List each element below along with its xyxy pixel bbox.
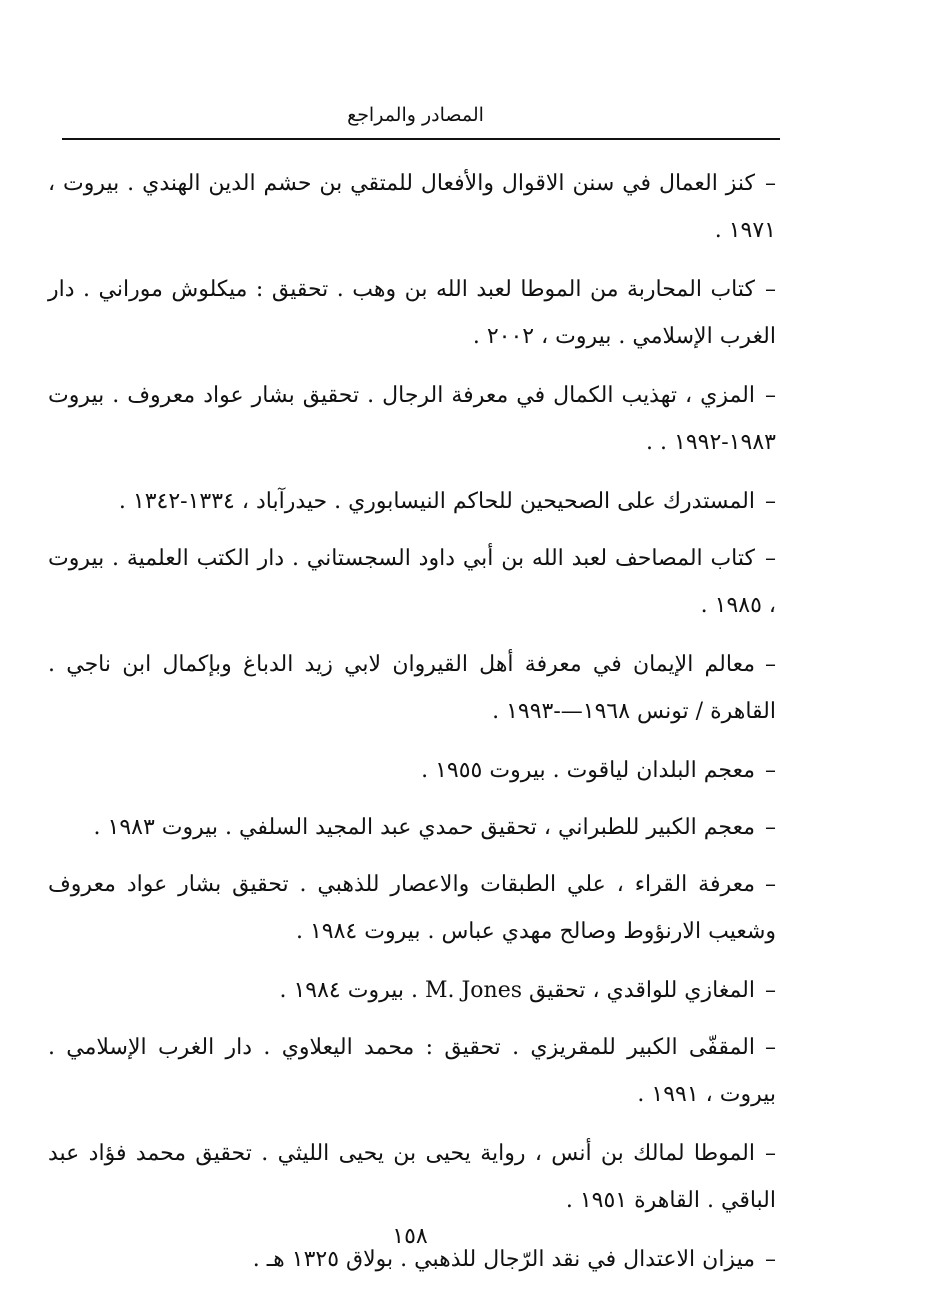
entry-text: المستدرك على الصحيحين للحاكم النيسابوري . حيدرآباد ، ١٣٣٤-١٣٤٢ . [118,489,755,514]
entry-text: كتاب المحاربة من الموطا لعبد الله بن وهب . تحقيق : ميكلوش موراني . دار الغرب الإسلامي . بيروت ، ٢٠٠٢ . [48,277,776,349]
bibliography-entry [48,535,776,629]
bibliography-entry [48,641,776,735]
entry-text: المغازي للواقدي ، تحقيق M. Jones . بيروت ١٩٨٤ . [279,978,755,1003]
entry-dash: – [765,815,776,840]
bibliography-entry [48,747,776,794]
bibliography-entry [48,372,776,466]
entry-dash: – [765,277,776,302]
entry-dash: – [765,546,776,571]
bibliography-entry [48,1024,776,1118]
entry-text: معالم الإيمان في معرفة أهل القيروان لابي زيد الدباغ وبإكمال ابن ناجي . القاهرة / تونس ١٩٦٨—-١٩٩٣ . [48,652,776,724]
entry-text: معرفة القراء ، علي الطبقات والاعصار للذهبي . تحقيق بشار عواد معروف وشعيب الارنؤوط وصالح مهدي عباس . بيروت ١٩٨٤ . [48,872,776,944]
header-rule [62,138,780,140]
entry-dash: – [765,383,776,408]
entry-text: المزي ، تهذيب الكمال في معرفة الرجال . تحقيق بشار عواد معروف . بيروت ١٩٨٣-١٩٩٢ . . [48,383,776,455]
entry-text: كنز العمال في سنن الاقوال والأفعال للمتقي بن حشم الدين الهندي . بيروت ، ١٩٧١ . [48,171,776,243]
bibliography-entry [48,861,776,955]
entry-text: كتاب المصاحف لعبد الله بن أبي داود السجستاني . دار الكتب العلمية . بيروت ، ١٩٨٥ . [48,546,776,618]
bibliography-entry [48,478,776,525]
entry-dash: – [765,652,776,677]
running-title: المصادر والمراجع [347,104,484,126]
bibliography-entry [48,804,776,851]
entry-dash: – [765,978,776,1003]
entry-text: ميزان الاعتدال في نقد الرّجال للذهبي . بولاق ١٣٢٥ هـ . [252,1247,755,1272]
entry-dash: – [765,1141,776,1166]
bibliography-entry [48,967,776,1014]
entry-dash: – [765,1035,776,1060]
bibliography-entry [48,1130,776,1224]
entry-dash: – [765,872,776,897]
entry-dash: – [765,1247,776,1272]
entry-text: الموطا لمالك بن أنس ، رواية يحيى بن يحيى الليثي . تحقيق محمد فؤاد عبد الباقي . القاهرة ١٩٥١ . [48,1141,776,1213]
entry-dash: – [765,489,776,514]
entry-text: المقفّى الكبير للمقريزي . تحقيق : محمد اليعلاوي . دار الغرب الإسلامي . بيروت ، ١٩٩١ . [48,1035,776,1107]
entry-dash: – [765,758,776,783]
page-number: ١٥٨ [392,1224,428,1249]
entry-text: معجم البلدان لياقوت . بيروت ١٩٥٥ . [421,758,755,783]
bibliography-list [48,160,776,1293]
bibliography-entry [48,160,776,254]
entry-dash: – [765,171,776,196]
bibliography-entry [48,266,776,360]
entry-text: معجم الكبير للطبراني ، تحقيق حمدي عبد المجيد السلفي . بيروت ١٩٨٣ . [93,815,755,840]
